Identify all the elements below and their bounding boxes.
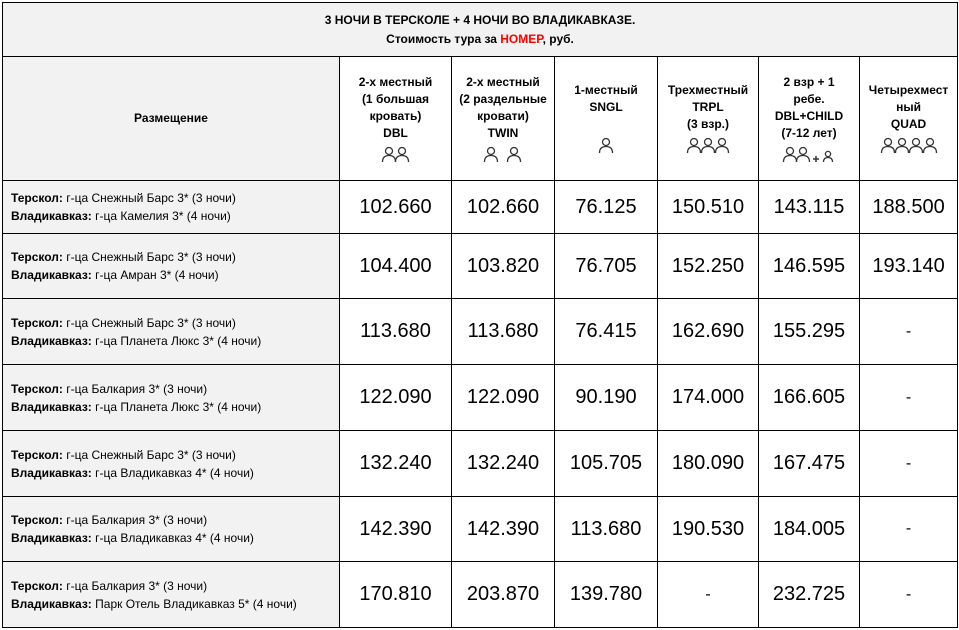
terskol-label: Терскол: bbox=[11, 578, 63, 593]
price-cell: 104.400 bbox=[340, 234, 452, 299]
vladikavkaz-label: Владикавказ: bbox=[11, 531, 92, 545]
column-header-child-line: DBL+CHILD bbox=[774, 108, 844, 123]
title-prefix: Стоимость тура за bbox=[386, 31, 501, 46]
terskol-label: Терскол: bbox=[11, 513, 63, 527]
column-header-trpl-line: Трехместный bbox=[667, 83, 749, 97]
price-cell: 167.475 bbox=[759, 431, 860, 497]
vladikavkaz-hotel: г-ца Амран 3* (4 ночи) bbox=[91, 268, 219, 282]
column-header-sngl-line: SNGL bbox=[589, 100, 623, 114]
price-cell: 132.240 bbox=[452, 431, 555, 497]
terskol-line bbox=[11, 248, 339, 266]
price-cell: 76.705 bbox=[555, 234, 658, 299]
price-cell: 113.680 bbox=[340, 299, 452, 365]
terskol-line bbox=[11, 577, 339, 595]
price-cell: - bbox=[860, 431, 958, 497]
vladikavkaz-label: Владикавказ: bbox=[11, 596, 92, 611]
vladikavkaz-hotel: г-ца Владикавказ 4* (4 ночи) bbox=[91, 465, 254, 480]
column-header-dbl-line: 2-х местный bbox=[358, 74, 433, 89]
price-cell: 103.820 bbox=[452, 234, 555, 299]
vladikavkaz-line bbox=[11, 207, 339, 225]
terskol-label: Терскол: bbox=[11, 381, 63, 396]
price-cell: 90.190 bbox=[555, 365, 658, 431]
table-title bbox=[3, 3, 958, 57]
column-header-child bbox=[759, 57, 860, 181]
price-cell: 142.390 bbox=[340, 497, 452, 562]
price-cell: 184.005 bbox=[759, 497, 860, 562]
price-cell: 180.090 bbox=[658, 431, 759, 497]
price-cell: - bbox=[860, 365, 958, 431]
terskol-line bbox=[11, 446, 339, 464]
price-cell: 142.390 bbox=[452, 497, 555, 562]
placement-cell bbox=[3, 431, 340, 497]
price-cell: 190.530 bbox=[658, 497, 759, 562]
terskol-line bbox=[11, 314, 339, 332]
price-cell: 155.295 bbox=[759, 299, 860, 365]
column-header-placement-label: Размещение bbox=[134, 111, 208, 125]
column-header-trpl bbox=[658, 57, 759, 181]
placement-cell bbox=[3, 562, 340, 628]
price-cell: 150.510 bbox=[658, 181, 759, 234]
terskol-hotel: г-ца Снежный Барс 3* (3 ночи) bbox=[62, 250, 236, 264]
column-header-child-line: 2 взр + 1 bbox=[783, 74, 835, 89]
price-cell: - bbox=[658, 562, 759, 628]
column-header-dbl-line: DBL bbox=[383, 125, 408, 140]
column-header-twin-line: 2-х местный bbox=[466, 74, 540, 89]
vladikavkaz-line bbox=[11, 332, 339, 350]
vladikavkaz-line bbox=[11, 595, 339, 613]
two-persons-icon bbox=[340, 146, 451, 164]
price-cell: 122.090 bbox=[340, 365, 452, 431]
column-header-twin bbox=[452, 57, 555, 181]
column-header-quad-line: ный bbox=[896, 100, 921, 114]
price-cell: 143.115 bbox=[759, 181, 860, 234]
column-header-dbl bbox=[340, 57, 452, 181]
price-cell: - bbox=[860, 562, 958, 628]
vladikavkaz-label: Владикавказ: bbox=[11, 465, 92, 480]
price-cell: 152.250 bbox=[658, 234, 759, 299]
placement-cell bbox=[3, 234, 340, 299]
vladikavkaz-line bbox=[11, 266, 339, 284]
one-person-icon bbox=[555, 137, 657, 155]
column-header-quad bbox=[860, 57, 958, 181]
terskol-line bbox=[11, 189, 339, 207]
column-header-dbl-line: (1 большая bbox=[361, 91, 430, 106]
vladikavkaz-label: Владикавказ: bbox=[11, 209, 92, 223]
table-row bbox=[3, 181, 958, 234]
price-cell: 105.705 bbox=[555, 431, 658, 497]
price-cell: 162.690 bbox=[658, 299, 759, 365]
table-row bbox=[3, 234, 958, 299]
terskol-hotel: г-ца Балкария 3* (3 ночи) bbox=[62, 381, 208, 396]
column-header-sngl-spacer bbox=[555, 116, 657, 133]
price-cell: 170.810 bbox=[340, 562, 452, 628]
column-header-trpl-line: (3 взр.) bbox=[686, 117, 729, 131]
column-header-trpl-line: TRPL bbox=[692, 100, 724, 114]
table-row bbox=[3, 497, 958, 562]
tour-price-table bbox=[2, 2, 958, 628]
table-row bbox=[3, 562, 958, 628]
table-row bbox=[3, 365, 958, 431]
terskol-line bbox=[11, 511, 339, 529]
price-cell: 102.660 bbox=[340, 181, 452, 234]
vladikavkaz-line bbox=[11, 398, 339, 416]
price-cell: 193.140 bbox=[860, 234, 958, 299]
price-cell: 76.415 bbox=[555, 299, 658, 365]
price-cell: 166.605 bbox=[759, 365, 860, 431]
vladikavkaz-line bbox=[11, 529, 339, 547]
column-header-twin-line: кровати) bbox=[477, 108, 529, 123]
price-cell: 139.780 bbox=[555, 562, 658, 628]
column-header-quad-line: Четырехмест bbox=[868, 83, 949, 97]
header-row bbox=[3, 57, 958, 181]
four-persons-icon bbox=[860, 137, 957, 155]
terskol-line bbox=[11, 380, 339, 398]
title-line-2 bbox=[3, 30, 957, 49]
placement-cell bbox=[3, 365, 340, 431]
terskol-hotel: г-ца Балкария 3* (3 ночи) bbox=[62, 578, 208, 593]
column-header-placement bbox=[3, 57, 340, 181]
placement-cell bbox=[3, 497, 340, 562]
vladikavkaz-hotel: г-ца Планета Люкс 3* (4 ночи) bbox=[91, 333, 262, 348]
placement-cell bbox=[3, 181, 340, 234]
table-row bbox=[3, 299, 958, 365]
terskol-hotel: г-ца Балкария 3* (3 ночи) bbox=[62, 513, 208, 527]
terskol-label: Терскол: bbox=[11, 315, 63, 330]
price-cell: 174.000 bbox=[658, 365, 759, 431]
column-header-sngl bbox=[555, 57, 658, 181]
price-cell: 76.125 bbox=[555, 181, 658, 234]
terskol-hotel: г-ца Снежный Барс 3* (3 ночи) bbox=[62, 191, 236, 205]
price-cell: 122.090 bbox=[452, 365, 555, 431]
terskol-label: Терскол: bbox=[11, 250, 63, 264]
column-header-twin-line: (2 раздельные bbox=[459, 91, 547, 106]
title-highlight: НОМЕР bbox=[500, 31, 543, 46]
column-header-quad-line: QUAD bbox=[890, 117, 927, 131]
table-row bbox=[3, 431, 958, 497]
price-cell: - bbox=[860, 497, 958, 562]
title-suffix: , руб. bbox=[542, 31, 574, 46]
vladikavkaz-hotel: г-ца Планета Люкс 3* (4 ночи) bbox=[91, 399, 262, 414]
column-header-child-line: (7-12 лет) bbox=[781, 125, 837, 140]
vladikavkaz-hotel: г-ца Камелия 3* (4 ночи) bbox=[91, 209, 231, 223]
vladikavkaz-hotel: Парк Отель Владикавказ 5* (4 ночи) bbox=[91, 596, 297, 611]
placement-cell bbox=[3, 299, 340, 365]
three-persons-icon bbox=[658, 137, 758, 155]
price-cell: 188.500 bbox=[860, 181, 958, 234]
vladikavkaz-hotel: г-ца Владикавказ 4* (4 ночи) bbox=[91, 531, 254, 545]
column-header-twin-line: TWIN bbox=[487, 125, 519, 140]
terskol-hotel: г-ца Снежный Барс 3* (3 ночи) bbox=[62, 315, 236, 330]
price-cell: 132.240 bbox=[340, 431, 452, 497]
column-header-child-line: ребе. bbox=[793, 91, 825, 106]
title-line-1: 3 НОЧИ В ТЕРСКОЛЕ + 4 НОЧИ ВО ВЛАДИКАВКАЗЕ. bbox=[324, 12, 636, 27]
vladikavkaz-line bbox=[11, 464, 339, 482]
terskol-label: Терскол: bbox=[11, 447, 63, 462]
vladikavkaz-label: Владикавказ: bbox=[11, 268, 92, 282]
terskol-hotel: г-ца Снежный Барс 3* (3 ночи) bbox=[62, 447, 236, 462]
price-cell: 102.660 bbox=[452, 181, 555, 234]
vladikavkaz-label: Владикавказ: bbox=[11, 399, 92, 414]
price-cell: 113.680 bbox=[452, 299, 555, 365]
column-header-dbl-line: кровать) bbox=[369, 108, 422, 123]
vladikavkaz-label: Владикавказ: bbox=[11, 333, 92, 348]
price-cell: 232.725 bbox=[759, 562, 860, 628]
two-persons-plus-child-icon bbox=[759, 146, 859, 164]
terskol-label: Терскол: bbox=[11, 191, 63, 205]
title-row bbox=[3, 3, 958, 57]
price-cell: - bbox=[860, 299, 958, 365]
two-separate-persons-icon bbox=[452, 146, 554, 164]
price-cell: 113.680 bbox=[555, 497, 658, 562]
price-cell: 203.870 bbox=[452, 562, 555, 628]
price-cell: 146.595 bbox=[759, 234, 860, 299]
column-header-sngl-line: 1-местный bbox=[574, 83, 638, 97]
